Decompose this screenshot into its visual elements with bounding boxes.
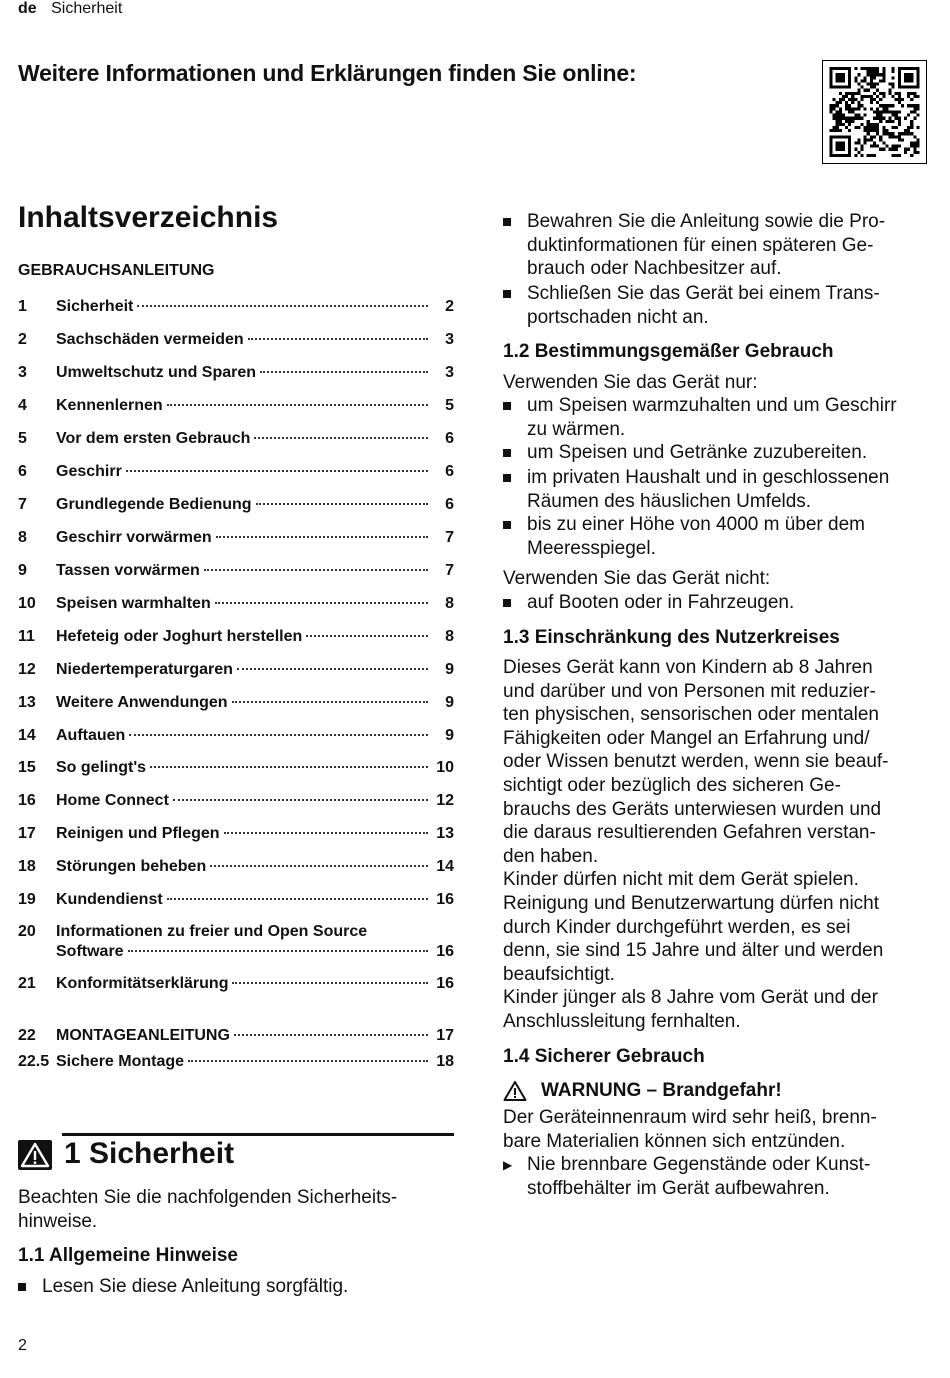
- toc-entry-label: Umweltschutz und Sparen: [56, 364, 257, 381]
- toc-entry-page: 2: [445, 298, 454, 315]
- toc-leader-dots: [237, 668, 428, 670]
- toc-entry[interactable]: [18, 973, 454, 995]
- toc-entry-page: 16: [436, 943, 454, 960]
- warning-triangle-icon: [503, 1080, 527, 1102]
- toc-entry-number: 3: [18, 364, 27, 381]
- arrow-icon: ▶: [503, 1158, 513, 1172]
- list-item: [503, 591, 794, 615]
- text-line: Schließen Sie das Gerät bei einem Trans-: [527, 283, 880, 304]
- language-code: de: [18, 0, 37, 17]
- bullet-icon: [18, 1283, 26, 1291]
- toc-leader-dots: [254, 437, 428, 439]
- toc-entry-label: Konformitätserklärung: [56, 975, 229, 992]
- toc-entry-page: 14: [436, 858, 454, 875]
- toc-entry-number: 11: [18, 628, 35, 645]
- warning-heading: [503, 1080, 782, 1102]
- list-item-text: Lesen Sie diese Anleitung sorgfältig.: [42, 1276, 349, 1297]
- toc-entry[interactable]: [18, 560, 454, 582]
- toc-entry-page: 12: [436, 792, 454, 809]
- text-line: im privaten Haushalt und in geschlossenen: [527, 467, 890, 488]
- text-line: duktinformationen für einen späteren Ge-: [527, 234, 874, 256]
- toc-entry-number: 14: [18, 727, 36, 744]
- toc-leader-dots: [204, 569, 428, 571]
- toc-entry-page: 8: [445, 628, 454, 645]
- toc-entry-page: 17: [436, 1027, 454, 1044]
- toc-entry[interactable]: [18, 461, 454, 483]
- list-item: [503, 282, 880, 329]
- text-line: bare Materialien können sich entzünden.: [503, 1130, 846, 1152]
- toc-entry-page: 13: [436, 825, 454, 842]
- toc-leader-dots: [248, 338, 428, 340]
- toc-leader-dots: [128, 950, 428, 952]
- text-line: Der Geräteinnenraum wird sehr heiß, brenn-: [503, 1107, 877, 1128]
- toc-entry[interactable]: [18, 725, 454, 747]
- toc-entry-page: 5: [445, 397, 454, 414]
- toc-entry-label: Störungen beheben: [56, 858, 207, 875]
- text-line: durch Kinder durchgeführt werden, es sei: [503, 916, 851, 938]
- toc-entry-number: 15: [18, 759, 36, 776]
- text-line: hinweise.: [18, 1210, 98, 1232]
- toc-entry-page: 8: [445, 595, 454, 612]
- toc-entry[interactable]: [18, 923, 454, 963]
- toc-leader-dots: [129, 734, 428, 736]
- toc-entry-label: Auftauen: [56, 727, 126, 744]
- toc-entry-label: Reinigen und Pflegen: [56, 825, 220, 842]
- text-line: die daraus resultierenden Gefahren verstan-: [503, 822, 876, 844]
- toc-entry-number: 13: [18, 694, 36, 711]
- text-line: beaufsichtigt.: [503, 963, 615, 985]
- text-line: denn, sie sind 15 Jahre und älter und werden: [503, 940, 884, 962]
- text-line: den haben.: [503, 845, 599, 867]
- bullet-icon: [503, 474, 511, 482]
- toc-entry-number: 9: [18, 562, 27, 579]
- toc-leader-dots: [167, 898, 428, 900]
- toc-entry-page: 7: [445, 529, 454, 546]
- section-1-2-intro-2: Verwenden Sie das Gerät nicht:: [503, 568, 771, 589]
- toc-entry-label: Speisen warmhalten: [56, 595, 211, 612]
- bullet-icon: [503, 290, 511, 298]
- bullet-icon: [503, 521, 511, 529]
- page-number: 2: [18, 1337, 27, 1354]
- bullet-icon: [503, 599, 511, 607]
- chapter-title: 1 Sicherheit: [64, 1137, 235, 1170]
- toc-entry[interactable]: [18, 395, 454, 417]
- toc-entry[interactable]: [18, 692, 454, 714]
- toc-entry-number: 12: [18, 661, 36, 678]
- section-1-1-title: 1.1 Allgemeine Hinweise: [18, 1245, 238, 1266]
- list-item: [18, 1275, 348, 1299]
- toc-entry-label: So gelingt's: [56, 759, 147, 776]
- toc-entry-page: 16: [436, 975, 454, 992]
- toc-entry-page: 10: [436, 759, 454, 776]
- chapter-rule: [62, 1133, 454, 1136]
- toc-entry-page: 9: [445, 694, 454, 711]
- text-line: zu wärmen.: [527, 418, 626, 440]
- toc-leader-dots: [216, 536, 428, 538]
- text-line: sichtigt oder bezüglich des sicheren Ge-: [503, 774, 841, 796]
- toc-entry[interactable]: [18, 1025, 454, 1047]
- toc-entry-number: 18: [18, 858, 36, 875]
- toc-subtitle: GEBRAUCHSANLEITUNG: [18, 262, 215, 279]
- toc-entry-page: 3: [445, 364, 454, 381]
- toc-entry-number: 22: [18, 1027, 36, 1044]
- toc-leader-dots: [260, 371, 428, 373]
- text-line: ten physischen, sensorischen oder mentalen: [503, 704, 880, 726]
- toc-entry-page: 6: [445, 463, 454, 480]
- text-line: Kinder jünger als 8 Jahre vom Gerät und der: [503, 987, 878, 1009]
- toc-entry-label: Vor dem ersten Gebrauch: [56, 430, 251, 447]
- bullet-icon: [503, 449, 511, 457]
- list-item: [503, 441, 867, 465]
- text-line: Bewahren Sie die Anleitung sowie die Pro-: [527, 211, 886, 232]
- list-item: [503, 513, 865, 560]
- qr-code-icon: [829, 67, 920, 157]
- toc-leader-dots: [210, 865, 428, 867]
- text-line: brauch oder Nachbesitzer auf.: [527, 258, 782, 280]
- text-line: brauchs des Geräts unterwiesen wurden und: [503, 798, 882, 820]
- list-item: [503, 394, 897, 441]
- toc-entry[interactable]: [18, 428, 454, 450]
- toc-entry-number: 6: [18, 463, 27, 480]
- toc-entry-number: 5: [18, 430, 27, 447]
- toc-entry-page: 3: [445, 331, 454, 348]
- header-section: Sicherheit: [51, 0, 123, 17]
- toc-entry-label: Geschirr: [56, 463, 122, 480]
- toc-entry-label: Grundlegende Bedienung: [56, 496, 252, 513]
- toc-entry-label: MONTAGEANLEITUNG: [56, 1027, 230, 1044]
- warning-text: WARNUNG – Brandgefahr!: [541, 1080, 782, 1101]
- toc-entry[interactable]: [18, 823, 454, 845]
- text-line: Räumen des häuslichen Umfelds.: [527, 490, 812, 512]
- toc-leader-dots: [167, 404, 428, 406]
- toc-leader-dots: [232, 982, 428, 984]
- toc-entry[interactable]: [18, 757, 454, 779]
- warning-icon: [18, 1140, 52, 1170]
- toc-entry-label-continued: Software: [56, 943, 124, 960]
- toc-entry[interactable]: [18, 296, 454, 318]
- toc-entry-number: 21: [18, 975, 36, 992]
- section-1-2-intro: Verwenden Sie das Gerät nur:: [503, 372, 758, 393]
- toc-entry[interactable]: [18, 494, 454, 516]
- section-1-3-body: [503, 656, 943, 1034]
- text-line: Dieses Gerät kann von Kindern ab 8 Jahren: [503, 657, 873, 678]
- section-1-4-title: 1.4 Sicherer Gebrauch: [503, 1046, 705, 1067]
- text-line: stoffbehälter im Gerät aufbewahren.: [527, 1177, 830, 1199]
- text-line: um Speisen warmzuhalten und um Geschirr: [527, 395, 897, 416]
- toc-entry-number: 1: [18, 298, 27, 315]
- toc-leader-dots: [256, 503, 428, 505]
- text-line: bis zu einer Höhe von 4000 m über dem: [527, 514, 865, 535]
- section-1-2-title: 1.2 Bestimmungsgemäßer Gebrauch: [503, 341, 834, 362]
- toc-entry-label: Weitere Anwendungen: [56, 694, 228, 711]
- toc-entry[interactable]: [18, 593, 454, 615]
- toc-leader-dots: [188, 1060, 428, 1062]
- toc-entry-number: 2: [18, 331, 27, 348]
- toc-entry-label: Geschirr vorwärmen: [56, 529, 212, 546]
- toc-entry-number: 17: [18, 825, 36, 842]
- toc-entry-page: 18: [436, 1053, 454, 1070]
- toc-entry[interactable]: [18, 527, 454, 549]
- toc-entry-page: 7: [445, 562, 454, 579]
- toc-entry-number: 4: [18, 397, 27, 414]
- text-line: Kinder dürfen nicht mit dem Gerät spielen.: [503, 869, 859, 891]
- toc-entry-label: Informationen zu freier und Open Source: [56, 923, 368, 940]
- toc-entry-number: 8: [18, 529, 27, 546]
- toc-leader-dots: [215, 602, 428, 604]
- toc-entry-number: 20: [18, 923, 36, 940]
- toc-leader-dots: [150, 766, 428, 768]
- toc-entry-number: 19: [18, 891, 36, 908]
- chapter-intro: [18, 1186, 454, 1233]
- toc-entry[interactable]: [18, 889, 454, 911]
- toc-entry-label: Hefeteig oder Joghurt herstellen: [56, 628, 303, 645]
- text-line: Nie brennbare Gegenstände oder Kunst-: [527, 1154, 871, 1175]
- toc-entry[interactable]: [18, 329, 454, 351]
- toc-entry-label: Kennenlernen: [56, 397, 163, 414]
- toc-entry-label: Home Connect: [56, 792, 169, 809]
- toc-leader-dots: [224, 832, 428, 834]
- list-item: [503, 466, 889, 513]
- toc-entry[interactable]: [18, 659, 454, 681]
- action-item: [503, 1153, 870, 1200]
- toc-entry[interactable]: [18, 856, 454, 878]
- text-line: Anschlussleitung fernhalten.: [503, 1010, 741, 1032]
- text-line: oder Wissen benutzt werden, wenn sie beauf-: [503, 751, 889, 773]
- toc-entry-number: 7: [18, 496, 27, 513]
- toc-entry-page: 6: [445, 496, 454, 513]
- bullet-icon: [503, 402, 511, 410]
- toc-leader-dots: [306, 635, 428, 637]
- toc-entry-label: Niedertemperaturgaren: [56, 661, 233, 678]
- toc-entry-label: Sicherheit: [56, 298, 134, 315]
- toc-entry-label: Tassen vorwärmen: [56, 562, 200, 579]
- toc-entry[interactable]: [18, 362, 454, 384]
- toc-entry-number: 16: [18, 792, 36, 809]
- text-line: Beachten Sie die nachfolgenden Sicherheits-: [18, 1187, 398, 1208]
- toc-entry-label: Kundendienst: [56, 891, 163, 908]
- toc-entry-label: Sichere Montage: [56, 1053, 185, 1070]
- toc-entry-page: 16: [436, 891, 454, 908]
- section-1-3-title: 1.3 Einschränkung des Nutzerkreises: [503, 627, 840, 648]
- toc-entry-page: 9: [445, 661, 454, 678]
- text-line: auf Booten oder in Fahrzeugen.: [527, 592, 795, 613]
- toc-leader-dots: [137, 305, 428, 307]
- toc-entry[interactable]: [18, 1051, 454, 1073]
- text-line: und darüber und von Personen mit reduzier-: [503, 680, 876, 702]
- bullet-icon: [503, 218, 511, 226]
- toc-entry-page: 9: [445, 727, 454, 744]
- toc-entry[interactable]: [18, 790, 454, 812]
- toc-leader-dots: [234, 1034, 428, 1036]
- text-line: Reinigung und Benutzerwartung dürfen nicht: [503, 892, 880, 914]
- text-line: portschaden nicht an.: [527, 306, 709, 328]
- text-line: Fähigkeiten oder Mangel an Erfahrung und/: [503, 727, 870, 749]
- toc-title: Inhaltsverzeichnis: [18, 201, 279, 234]
- page-header: [18, 0, 122, 18]
- toc-leader-dots: [173, 799, 428, 801]
- toc-leader-dots: [232, 701, 428, 703]
- toc-entry-number: 22.5: [18, 1053, 50, 1070]
- toc-entry-page: 6: [445, 430, 454, 447]
- toc-entry-number: 10: [18, 595, 36, 612]
- qr-code: [822, 60, 927, 164]
- text-line: Meeresspiegel.: [527, 537, 656, 559]
- toc-entry-label: Sachschäden vermeiden: [56, 331, 244, 348]
- list-item: [503, 210, 885, 281]
- warning-body: [503, 1106, 877, 1153]
- toc-leader-dots: [126, 470, 428, 472]
- online-info-title: Weitere Informationen und Erklärungen finden Sie online:: [18, 60, 637, 86]
- text-line: um Speisen und Getränke zuzubereiten.: [527, 442, 868, 463]
- toc-entry[interactable]: [18, 626, 454, 648]
